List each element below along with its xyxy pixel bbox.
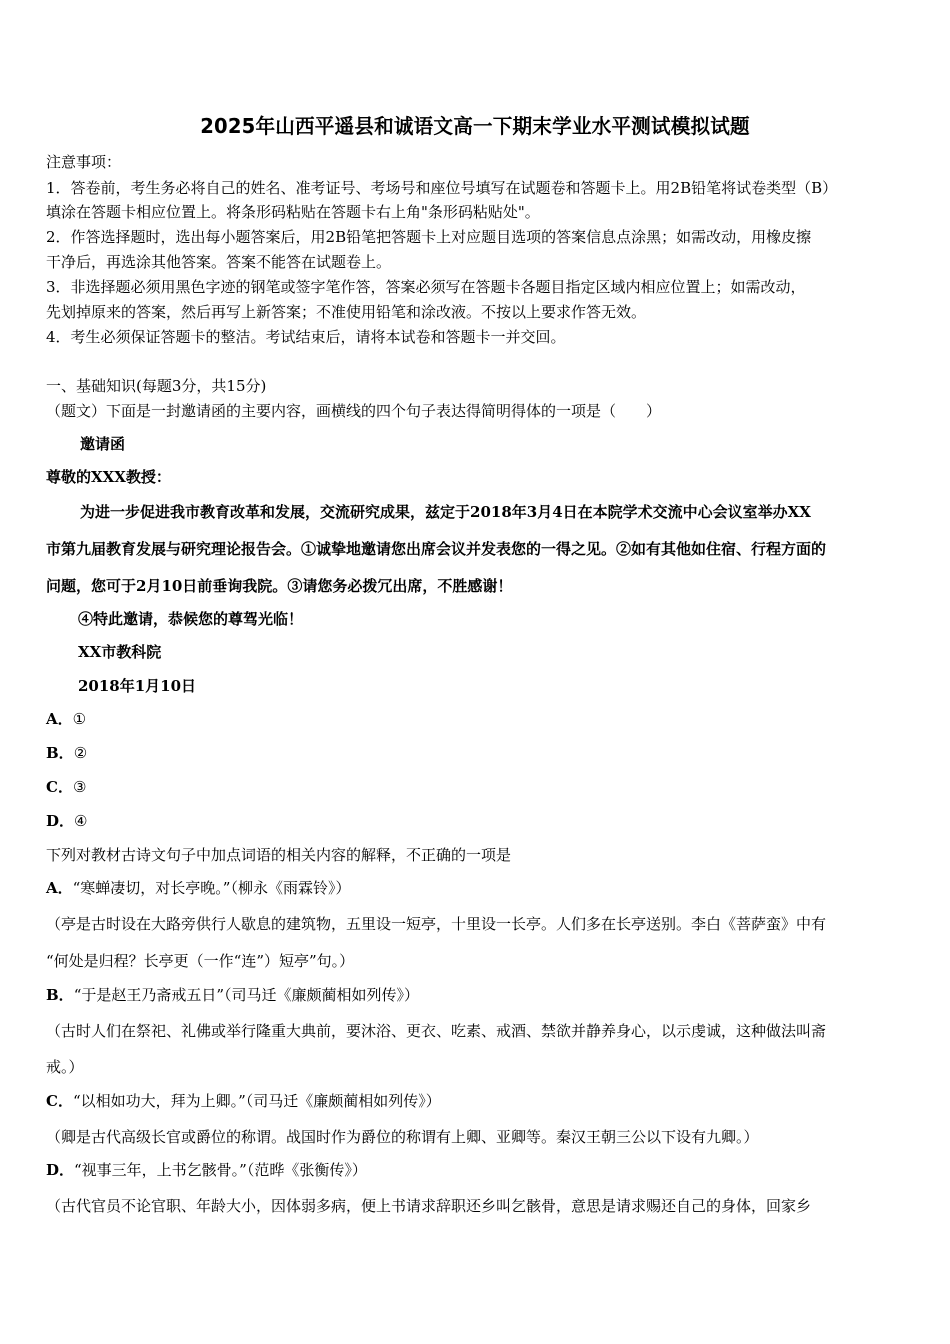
question-stem: 下列对教材古诗文句子中加点词语的相关内容的解释，不正确的一项是 xyxy=(46,846,512,864)
option-label: B． xyxy=(46,986,74,1004)
option-text: “寒蝉凄切，对长亭晚。”（柳永《雨霖铃》） xyxy=(72,879,351,897)
option-text: “以相如功大，拜为上卿。”（司马迁《廉颇蔺相如列传》） xyxy=(72,1092,441,1110)
letter-date: 2018年1月10日 xyxy=(78,677,197,695)
section-heading: 一、基础知识(每题3分，共15分) xyxy=(46,377,267,395)
letter-title: 邀请函 xyxy=(80,435,126,453)
notice-heading: 注意事项： xyxy=(46,153,122,171)
option-c[interactable] xyxy=(46,1091,441,1111)
option-note-line: （卿是古代高级长官或爵位的称谓。战国时作为爵位的称谓有上卿、亚卿等。秦汉王朝三公以下设有九卿。） xyxy=(46,1128,759,1146)
option-a[interactable] xyxy=(46,878,350,898)
option-a[interactable] xyxy=(46,709,86,729)
option-b[interactable] xyxy=(46,743,87,763)
option-text: “于是赵王乃斋戒五日”（司马迁《廉颇蔺相如列传》） xyxy=(73,986,420,1004)
letter-body-line: ④特此邀请，恭候您的尊驾光临！ xyxy=(78,610,304,628)
option-label: D． xyxy=(46,1161,75,1179)
option-note-line: （古代官员不论官职、年龄大小，因体弱多病，便上书请求辞职还乡叫乞骸骨，意思是请求赐还自己的身体，回家乡 xyxy=(46,1197,812,1215)
notice-line: 2．作答选择题时，选出每小题答案后，用2B铅笔把答题卡上对应题目选项的答案信息点涂黑；如需改动，用橡皮擦 xyxy=(46,228,812,246)
notice-line: 填涂在答题卡相应位置上。将条形码粘贴在答题卡右上角"条形码粘贴处"。 xyxy=(46,203,540,221)
option-note-line: “何处是归程？长亭更（一作“连”）短亭”句。） xyxy=(46,952,355,970)
letter-body-line: 市第九届教育发展与研究理论报告会。①诚挚地邀请您出席会议并发表您的一得之见。②如有其他如住宿、行程方面的 xyxy=(46,540,827,558)
notice-line: 先划掉原来的答案，然后再写上新答案；不准使用铅笔和涂改液。不按以上要求作答无效。 xyxy=(46,303,647,321)
letter-body-line: 为进一步促进我市教育改革和发展，交流研究成果，兹定于2018年3月4日在本院学术交流中心会议室举办XX xyxy=(80,503,811,521)
option-text: ① xyxy=(72,710,87,728)
option-d[interactable] xyxy=(46,1160,367,1180)
notice-line: 1．答卷前，考生务必将自己的姓名、准考证号、考场号和座位号填写在试题卷和答题卡上。用2B铅笔将试卷类型（B） xyxy=(46,179,838,197)
question-stem: （题文）下面是一封邀请函的主要内容，画横线的四个句子表达得简明得体的一项是（ ） xyxy=(46,402,662,420)
option-label: A． xyxy=(46,710,73,728)
option-label: C． xyxy=(46,1092,73,1110)
page-title: 2025年山西平遥县和诚语文高一下期末学业水平测试模拟试题 xyxy=(200,114,750,138)
option-note-line: （亭是古时设在大路旁供行人歇息的建筑物，五里设一短亭，十里设一长亭。人们多在长亭送别。李白《菩萨蛮》中有 xyxy=(46,915,827,933)
option-d[interactable] xyxy=(46,811,87,831)
notice-line: 3．非选择题必须用黑色字迹的钢笔或签字笔作答，答案必须写在答题卡各题目指定区域内相应位置上；如需改动， xyxy=(46,278,806,296)
option-label: C． xyxy=(46,778,73,796)
option-label: A． xyxy=(46,879,73,897)
option-label: D． xyxy=(46,812,75,830)
option-c[interactable] xyxy=(46,777,86,797)
option-note-line: （古时人们在祭祀、礼佛或举行隆重大典前，要沐浴、更衣、吃素、戒酒、禁欲并静养身心，以示虔诚，这种做法叫斋 xyxy=(46,1022,827,1040)
option-label: B． xyxy=(46,744,74,762)
notice-line: 干净后，再选涂其他答案。答案不能答在试题卷上。 xyxy=(46,253,392,271)
option-text: “视事三年，上书乞骸骨。”（范晔《张衡传》） xyxy=(74,1161,367,1179)
option-text: ② xyxy=(73,744,88,762)
option-b[interactable] xyxy=(46,985,419,1005)
letter-signer: XX市教科院 xyxy=(78,643,162,661)
option-text: ③ xyxy=(72,778,87,796)
option-note-line: 戒。） xyxy=(46,1058,84,1076)
option-text: ④ xyxy=(74,812,88,830)
letter-body-line: 问题，您可于2月10日前垂询我院。③请您务必拨冗出席，不胜感谢！ xyxy=(46,577,513,595)
letter-salutation: 尊敬的XXX教授： xyxy=(46,468,171,486)
notice-line: 4．考生必须保证答题卡的整洁。考试结束后，请将本试卷和答题卡一并交回。 xyxy=(46,328,566,346)
